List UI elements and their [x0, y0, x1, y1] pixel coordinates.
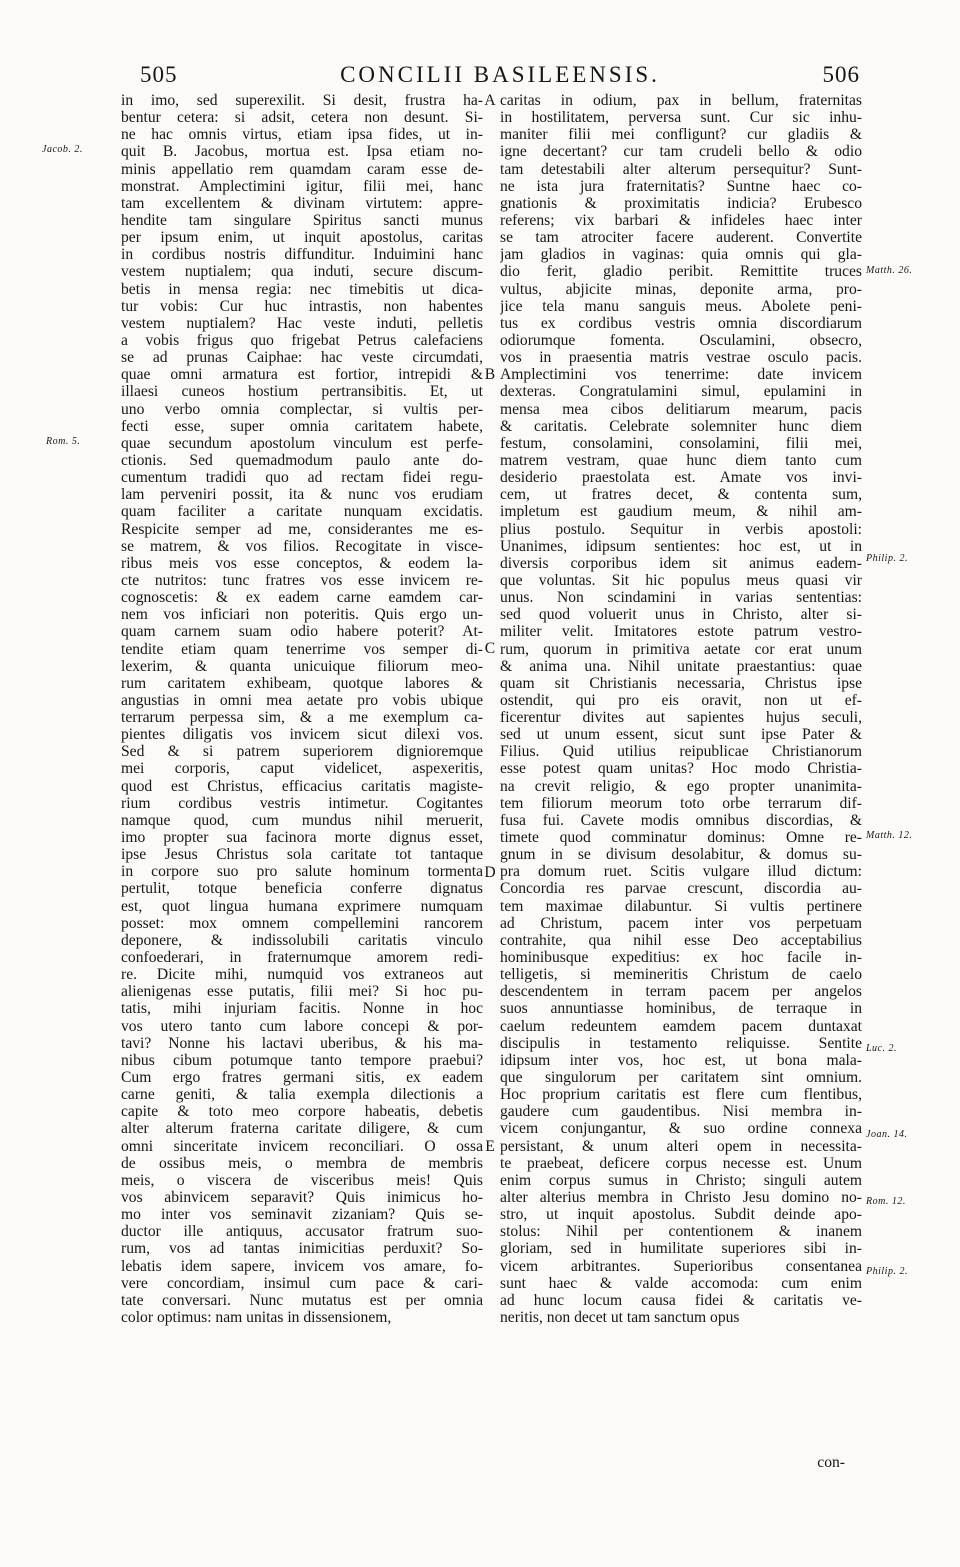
text-line: gnationis & proximitatis indicia? Erubesco — [500, 194, 862, 212]
text-line: tem maximae dilabuntur. Si vultis pertinere — [500, 897, 862, 915]
text-line: esse potest quam unitas? Hoc modo Christia- — [500, 760, 862, 778]
text-line: telligetis, si memineritis Christum de caelo — [500, 966, 862, 984]
text-line: diversis corporibus idem sit animus eadem- — [500, 554, 862, 572]
text-line: bentur cetera: si adsit, cetera non desunt. Si- — [121, 109, 483, 127]
text-line: Respicite semper ad me, considerantes me es- — [121, 520, 483, 538]
text-line: jice tela manu sanguis meus. Abolete peni- — [500, 297, 862, 315]
text-line: tam detestabili alter alterum persequitur? Sunt- — [500, 160, 862, 178]
text-line: posset: mox omnem compellemini rancorem — [121, 914, 483, 932]
margin-ref-right-3: Matth. 12. — [866, 830, 913, 841]
text-line: vicem conjungantur, & suo ordine connexa — [500, 1120, 862, 1138]
text-line: Concordia res parvae crescunt, discordia au- — [500, 880, 862, 898]
text-line: quam sit Christianis necessaria, Christus ipse — [500, 674, 862, 692]
text-line: quod est Christus, efficacius caritatis magiste- — [121, 777, 483, 795]
text-line: tem filiorum meorum toto orbe terrarum dif- — [500, 794, 862, 812]
text-line: ad Christum, pacem inter vos perpetuam — [500, 914, 862, 932]
text-line: & caritatis. Celebrate solemniter hunc diem — [500, 417, 862, 435]
text-line: enim corpus sumus in Christo; singuli autem — [500, 1171, 862, 1189]
margin-ref-right-7: Philip. 2. — [866, 1266, 908, 1277]
section-letter-c: C — [484, 640, 496, 657]
text-line: na crevit religio, & ego propter unanimita- — [500, 777, 862, 795]
text-line: impletum est gaudium meum, & nihil am- — [500, 503, 862, 521]
text-line: per ipsum enim, ut inquit apostolus, caritas — [121, 229, 483, 247]
text-line: rum, vos ad tantas inimicitias perduxit? So- — [121, 1240, 483, 1258]
text-line: gaudere cum gaudentibus. Nisi membra in- — [500, 1103, 862, 1121]
text-line: cte nutritos: tunc fratres vos esse invicem re- — [121, 571, 483, 589]
text-line: maniter filii mei confligunt? cur gladiis & — [500, 126, 862, 144]
margin-ref-right-4: Luc. 2. — [866, 1043, 897, 1054]
text-line: quit B. Jacobus, mortua est. Ipsa etiam no- — [121, 143, 483, 161]
text-line: confoederari, in fraternumque amorem redi- — [121, 949, 483, 967]
text-line: de ossibus meis, o membra de membris — [121, 1154, 483, 1172]
text-line: caelum redeuntem eamdem pacem duntaxat — [500, 1017, 862, 1035]
text-line: dexteras. Congratulamini simul, epulamini in — [500, 383, 862, 401]
text-line: se matrem, & vos filios. Recogitate in visce- — [121, 537, 483, 555]
text-line: tendite etiam quam tenerrime vos semper di- — [121, 640, 483, 658]
text-line: in imo, sed superexilit. Si desit, frustra ha- — [121, 92, 483, 109]
text-line: quam faciliter a caritate nunquam excidatis. — [121, 503, 483, 521]
page-number-right: 506 — [822, 62, 860, 87]
text-line: se ad prunas Caiphae: hac veste circumdati, — [121, 349, 483, 367]
margin-ref-right-5: Joan. 14. — [866, 1129, 908, 1140]
text-line: Unanimes, idipsum sentientes: hoc est, ut in — [500, 537, 862, 555]
text-line: vestem nuptialem; qua induti, secure discum- — [121, 263, 483, 281]
left-column — [121, 92, 483, 1326]
text-line: imo propter sua facinora morte dignus esset, — [121, 829, 483, 847]
text-line: jam gladios in vaginas: quia omnis qui gla- — [500, 246, 862, 264]
text-line: Cum ergo fratres germani sitis, ex eadem — [121, 1069, 483, 1087]
text-line: lexerim, & quanta unicuique filiorum meo- — [121, 657, 483, 675]
text-line: tatis, mihi injuriam facitis. Nonne in hoc — [121, 1000, 483, 1018]
page-number-left: 505 — [140, 62, 178, 87]
text-line: cem, ut fratres decet, & contenta sum, — [500, 486, 862, 504]
text-line: alter alterum fraterna caritate diligere, & cum — [121, 1120, 483, 1138]
text-line: ostendit, qui pro eis oravit, non ut ef- — [500, 691, 862, 709]
text-line: gnum in se divisum desolabitur, & domus su- — [500, 846, 862, 864]
text-line: ne hac omnis virtus, etiam ipsa fides, ut in- — [121, 126, 483, 144]
text-line: gloriam, sed in humilitate superiores sibi in- — [500, 1240, 862, 1258]
text-line: rium cordibus vestris intimetur. Cogitantes — [121, 794, 483, 812]
text-line: ad hunc locum causa fidei & caritatis ve- — [500, 1291, 862, 1309]
text-line: odiorumque fomenta. Osculamini, obsecro, — [500, 331, 862, 349]
text-line: ficerentur divites aut sapientes hujus seculi, — [500, 709, 862, 727]
text-line: pientes diligatis vos invicem sicut dilexi vos. — [121, 726, 483, 744]
text-line: vestem nuptialem? Hac veste induti, pelletis — [121, 314, 483, 332]
text-line: tus ex cordibus vestris omnia discordiarum — [500, 314, 862, 332]
text-line: stolus: Nihil per contentionem & inanem — [500, 1223, 862, 1241]
text-line: stro, ut inquit apostolus. Subdit deinde apo- — [500, 1206, 862, 1224]
text-line: hendite tam singulare Spiritus sancti munus — [121, 211, 483, 229]
text-line: desiderio praestolata est. Amate vos invi- — [500, 469, 862, 487]
text-line: carne geniti, & talia exempla dilectionis a — [121, 1086, 483, 1104]
text-line: sed ut unum essent, sicut sunt ipse Pater & — [500, 726, 862, 744]
text-line: timete quod comminatur dominus: Omne re- — [500, 829, 862, 847]
text-line: in cordibus nostris diffunditur. Induimini hanc — [121, 246, 483, 264]
text-line: deponere, & indissolubili caritatis vinculo — [121, 931, 483, 949]
page-header — [140, 62, 860, 90]
text-line: Sed & si patrem superiorem dignioremque — [121, 743, 483, 761]
text-line: hominibusque expeditius: ex hoc facile in- — [500, 949, 862, 967]
text-line: vicem arbitrantes. Superioribus consentanea — [500, 1257, 862, 1275]
text-line: ribus meis vos esse conceptos, & eodem la- — [121, 554, 483, 572]
text-line: cognoscetis: & ex eadem carne eamdem car- — [121, 589, 483, 607]
text-line: tur vobis: Cur huc intrastis, non habentes — [121, 297, 483, 315]
text-line: namque quod, cum mundus nihil meruerit, — [121, 811, 483, 829]
margin-ref-right-2: Philip. 2. — [866, 553, 908, 564]
text-line: que voluntas. Sit hic populus meus quasi vir — [500, 571, 862, 589]
text-line: re. Dicite mihi, numquid vos extraneos aut — [121, 966, 483, 984]
text-line: vos in praesentia matris vestrae osculo pacis. — [500, 349, 862, 367]
text-line: discipulis in testamento reliquisse. Sentite — [500, 1034, 862, 1052]
text-line: fusa fui. Cavete modis omnibus discordias, & — [500, 811, 862, 829]
text-line: a vobis frigus quo frigebat Petrus calefaciens — [121, 331, 483, 349]
text-line: fecti esse, super omnia caritatem habete, — [121, 417, 483, 435]
text-line: matrem vestram, quae hunc diem tanto cum — [500, 451, 862, 469]
text-line: tate conversari. Nunc mutatus est per omnia — [121, 1291, 483, 1309]
text-line: cumentum tradidi quo ad rectam fidei regu- — [121, 469, 483, 487]
text-line: plius postulo. Sequitur in verbis apostoli: — [500, 520, 862, 538]
catchword: con- — [817, 1454, 845, 1471]
text-line: monstrat. Amplectimini igitur, filii mei, hanc — [121, 177, 483, 195]
text-line: ipse Jesus Christus sola caritate tot tantaque — [121, 846, 483, 864]
text-line: Hoc proprium caritatis est flere cum flentibus, — [500, 1086, 862, 1104]
margin-ref-left-2: Rom. 5. — [46, 436, 81, 447]
text-line: illaesi cuneos hostium pertransibitis. Et, ut — [121, 383, 483, 401]
text-line: que singulorum per caritatem sint omnium. — [500, 1069, 862, 1087]
margin-ref-right-1: Matth. 26. — [866, 265, 913, 276]
text-line: vultus, abjicite minas, deponite arma, pro- — [500, 280, 862, 298]
text-line: capite & toto meo corpore habeatis, debetis — [121, 1103, 483, 1121]
text-line: caritas in odium, pax in bellum, fraternitas — [500, 92, 862, 109]
text-line: contrahite, qua nihil esse Deo acceptabilius — [500, 931, 862, 949]
text-line: neritis, non decet ut tam sanctum opus — [500, 1308, 740, 1326]
text-line: angustias in omni mea aetate pro vobis ubique — [121, 691, 483, 709]
text-line: alter alterius membra in Christo Jesu domino no- — [500, 1189, 862, 1206]
text-line: vos utero tanto cum labore concepi & por- — [121, 1017, 483, 1035]
section-letter-d: D — [484, 864, 496, 881]
text-line: suos annuntiasse hominibus, de terraque in — [500, 1000, 862, 1018]
text-line: vos abinvicem separavit? Quis inimicus ho- — [121, 1189, 483, 1206]
text-line: in hostilitatem, perversa sunt. Cur sic inhu- — [500, 109, 862, 127]
text-line: persistant, & unum alteri opem in necessita- — [500, 1137, 862, 1155]
text-line: ne ista jura fraternitatis? Suntne haec co- — [500, 177, 862, 195]
text-line: Amplectimini vos tenerrime: date invicem — [500, 366, 862, 384]
text-line: ductor ille antiquus, accusator fratrum suo- — [121, 1223, 483, 1241]
text-line: militer velit. Imitatores estote patrum vestro- — [500, 623, 862, 641]
text-line: sunt haec & valde accomoda: cum enim — [500, 1274, 862, 1292]
right-column — [500, 92, 862, 1326]
text-line: ctionis. Sed quemadmodum paulo ante do- — [121, 451, 483, 469]
text-line: tam excellentem & divinam virtutem: appre- — [121, 194, 483, 212]
text-line: pertulit, totque beneficia conferre dignatus — [121, 880, 483, 898]
text-line: nem vos inficiari non poteritis. Quis ergo un- — [121, 606, 483, 624]
text-line: rum caritatem exhibeam, quotque labores & — [121, 674, 483, 692]
text-line: mo inter vos seminavit zizaniam? Quis se- — [121, 1206, 483, 1224]
text-line: mensa mea cibos delitiarum mearum, pacis — [500, 400, 862, 418]
text-line: quae omni armatura est fortior, intrepidi & — [121, 366, 483, 384]
text-line: alienigenas esse putatis, filii mei? Si hoc pu- — [121, 983, 483, 1001]
text-line: in corpore suo pro salute hominum tormenta — [121, 863, 483, 881]
text-line: omni sinceritate invicem reconciliari. O ossa — [121, 1137, 483, 1155]
text-line: est, quot lingua humana exprimere numquam — [121, 897, 483, 915]
text-line: dio ferit, gladio peribit. Remittite truces — [500, 263, 862, 281]
text-line: igne decertant? cur tam crudeli bello & odio — [500, 143, 862, 161]
text-line: uno verbo omnia complectar, si vultis per- — [121, 400, 483, 418]
text-line: festum, consolamini, consolamini, filii mei, — [500, 434, 862, 452]
text-line: quam carnem suam odio habere poterit? At- — [121, 623, 483, 641]
text-line: descendentem in terram pacem per angelos — [500, 983, 862, 1001]
text-line: nibus cibum potumque tanto tempore praebui? — [121, 1051, 483, 1069]
text-line: se tam atrociter facere auderent. Convertite — [500, 229, 862, 247]
margin-ref-right-6: Rom. 12. — [866, 1196, 906, 1207]
text-line: te praebeat, deficere corpus necesse est. Unum — [500, 1154, 862, 1172]
text-line: betis in mensa regia: nec timebitis ut dica- — [121, 280, 483, 298]
text-line: vere concordiam, insimul cum pace & cari- — [121, 1274, 483, 1292]
text-line: lebatis idem sapere, invicem vos amare, fo- — [121, 1257, 483, 1275]
text-line: quae secundum apostolum vinculum est perfe- — [121, 434, 483, 452]
section-letter-b: B — [484, 366, 496, 383]
text-line: tavi? Nonne his lactavi uberibus, & his ma- — [121, 1034, 483, 1052]
margin-ref-left-1: Jacob. 2. — [42, 144, 83, 155]
text-line: minis appellatio rem quamdam caram esse de- — [121, 160, 483, 178]
section-letter-e: E — [485, 1138, 495, 1155]
running-title: CONCILII BASILEENSIS. — [340, 62, 660, 87]
text-line: idipsum inter vos, hoc est, ut bona mala- — [500, 1051, 862, 1069]
section-letter-a: A — [484, 92, 496, 109]
text-line: pra domum ruet. Scitis vulgare illud dictum: — [500, 863, 862, 881]
text-line: unus. Non scindamini in varias sententias: — [500, 589, 862, 607]
text-line: sed quod voluerit unus in Christo, alter si- — [500, 606, 862, 624]
text-line: rum, quorum in primitiva aetate cor erat unum — [500, 640, 862, 658]
text-line: terrarum perpessa sim, & a me exemplum ca- — [121, 709, 483, 727]
text-line: lam perveniri possit, ita & nunc vos erudiam — [121, 486, 483, 504]
text-line: mei corporis, caput videlicet, aspexeritis, — [121, 760, 483, 778]
text-line: & anima una. Nihil unitate praestantius: quae — [500, 657, 862, 675]
text-line: referens; vix barbari & infideles haec inter — [500, 211, 862, 229]
text-line: Filius. Quid utilius reipublicae Christianorum — [500, 743, 862, 761]
text-line: meis, o viscera de visceribus meis! Quis — [121, 1171, 483, 1189]
text-line: color optimus: nam unitas in dissensionem, — [121, 1308, 392, 1326]
